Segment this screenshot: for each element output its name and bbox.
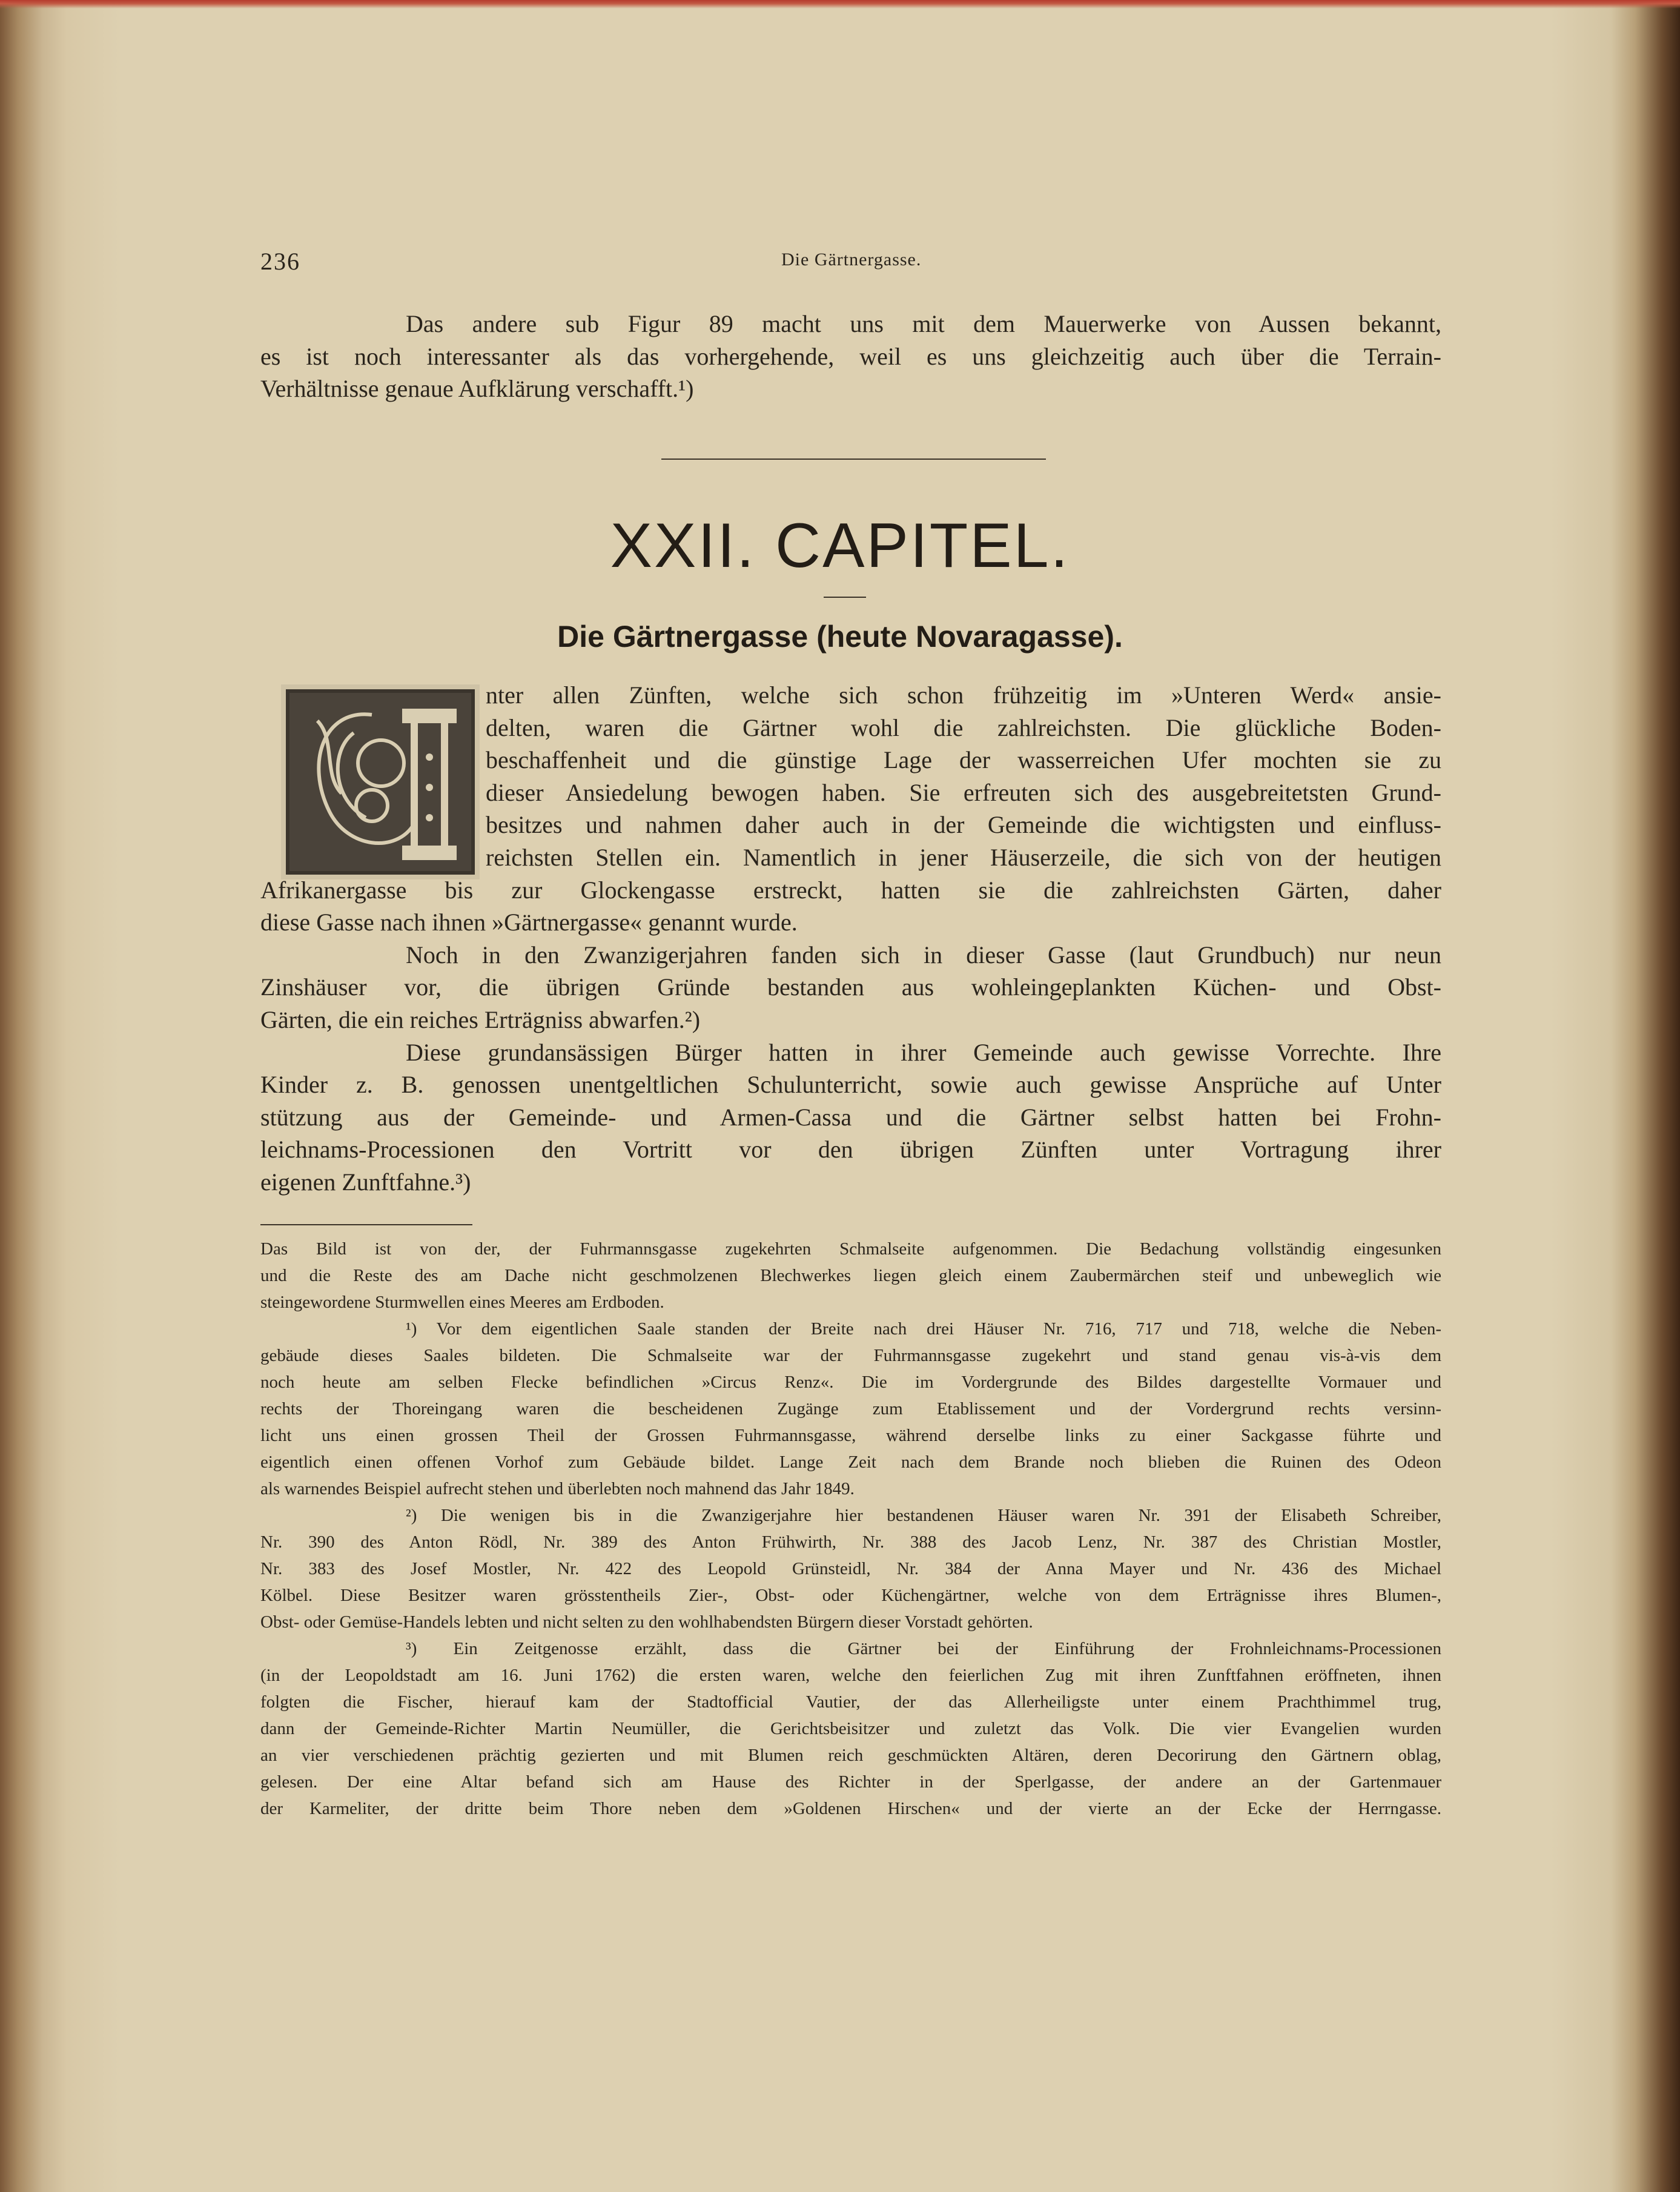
body-line: delten, waren die Gärtner wohl die zahlreichsten. Die glückliche Boden- (486, 714, 1441, 741)
title-divider (824, 597, 866, 598)
intro-paragraph (260, 308, 1441, 405)
body-line: Noch in den Zwanzigerjahren fanden sich in dieser Gasse (laut Grundbuch) nur neun (406, 941, 1441, 969)
footnote-line: und die Reste des am Dache nicht geschmolzenen Blechwerkes liegen gleich einem Zaubermärchen steif und unbeweglich wie (260, 1266, 1441, 1285)
body-line: leichnams-Processionen den Vortritt vor den übrigen Zünften unter Vortragung ihrer (260, 1136, 1441, 1164)
footnote-line: Obst- oder Gemüse-Handels lebten und nicht selten zu den wohlhabendsten Bürgern dieser Vorstadt gehörten. (260, 1612, 1033, 1632)
footnote-line: noch heute am selben Flecke befindlichen »Circus Renz«. Die im Vordergrunde des Bildes dargestellte Vormauer und (260, 1372, 1441, 1392)
body-line: Diese grundansässigen Bürger hatten in ihrer Gemeinde auch gewisse Vorrechte. Ihre (406, 1038, 1441, 1066)
body-line: beschaffenheit und die günstige Lage der wasserreichen Ufer mochten sie zu (486, 746, 1441, 774)
footnote-line: dann der Gemeinde-Richter Martin Neumüller, die Gerichtsbeisitzer und zuletzt das Volk. Die vier Evangelien wurden (260, 1719, 1441, 1738)
intro-line: es ist noch interessanter als das vorhergehende, weil es uns gleichzeitig auch über die Terrain- (260, 342, 1441, 370)
body-line: eigenen Zunftfahne.³) (260, 1168, 471, 1196)
footnote-line: an vier verschiedenen prächtig gezierten und mit Blumen reich geschmückten Altären, deren Decorirung den Gärtnern oblag, (260, 1746, 1441, 1765)
footnote-line: Nr. 383 des Josef Mostler, Nr. 422 des Leopold Grünsteidl, Nr. 384 der Anna Mayer und Nr. 436 des Michael (260, 1559, 1441, 1578)
footnote-line: rechts der Thoreingang waren die bescheidenen Zugänge zum Etablissement und der Vordergrund rechts versinn- (260, 1399, 1441, 1419)
body-line: dieser Ansiedelung bewogen haben. Sie erfreuten sich des ausgebreitetsten Grund- (486, 778, 1441, 806)
body-line: Gärten, die ein reiches Erträgniss abwarfen.²) (260, 1005, 701, 1033)
footnotes (260, 1236, 1441, 1822)
body-line: Kinder z. B. genossen unentgeltlichen Schulunterricht, sowie auch gewisse Ansprüche auf Unter (260, 1071, 1441, 1099)
running-title: Die Gärtnergasse. (781, 250, 922, 270)
chapter-subtitle: Die Gärtnergasse (heute Novaragasse). (557, 620, 1123, 654)
footnote-line: ¹) Vor dem eigentlichen Saale standen der Breite nach drei Häuser Nr. 716, 717 und 718, welche die Neben- (406, 1319, 1441, 1339)
body-line: Zinshäuser vor, die übrigen Gründe bestanden aus wohleingeplankten Küchen- und Obst- (260, 973, 1441, 1001)
body-text (260, 679, 1441, 1199)
section-divider (661, 459, 1046, 460)
body-line: diese Gasse nach ihnen »Gärtnergasse« genannt wurde. (260, 909, 798, 936)
intro-line: Verhältnisse genaue Aufklärung verschafft.¹) (260, 375, 694, 403)
body-line: Afrikanergasse bis zur Glockengasse erstreckt, hatten sie die zahlreichsten Gärten, daher (260, 876, 1441, 904)
chapter-title: XXII. CAPITEL. (610, 511, 1070, 581)
page-number: 236 (260, 248, 300, 275)
footnote-line: der Karmeliter, der dritte beim Thore neben dem »Goldenen Hirschen« und der vierte an der Ecke der Herrngasse. (260, 1799, 1441, 1818)
footnote-line: Kölbel. Diese Besitzer waren grösstentheils Zier-, Obst- oder Küchengärtner, welche von dem Erträgnisse ihres Blumen-, (260, 1586, 1441, 1605)
footnote-line: Nr. 390 des Anton Rödl, Nr. 389 des Anton Frühwirth, Nr. 388 des Jacob Lenz, Nr. 387 des Christian Mostler, (260, 1532, 1441, 1552)
body-line: besitzes und nahmen daher auch in der Gemeinde die wichtigsten und einfluss- (486, 811, 1441, 839)
body-line: nter allen Zünften, welche sich schon frühzeitig im »Unteren Werd« ansie- (486, 681, 1441, 709)
footnote-line: gelesen. Der eine Altar befand sich am Hause des Richter in der Sperlgasse, der andere an der Gartenmauer (260, 1772, 1441, 1792)
intro-line: Das andere sub Figur 89 macht uns mit dem Mauerwerke von Aussen bekannt, (406, 310, 1441, 337)
footnote-rule (260, 1224, 472, 1225)
footnote-line: folgten die Fischer, hierauf kam der Stadtofficial Vautier, der das Allerheiligste unter einem Prachthimmel trug, (260, 1692, 1441, 1712)
footnote-line: als warnendes Beispiel aufrecht stehen und überlebten noch mahnend das Jahr 1849. (260, 1479, 855, 1498)
footnote-line: gebäude dieses Saales bildeten. Die Schmalseite war der Fuhrmannsgasse zugekehrt und stand genau vis-à-vis dem (260, 1346, 1441, 1365)
footnote-line: ²) Die wenigen bis in die Zwanzigerjahre hier bestandenen Häuser waren Nr. 391 der Elisabeth Schreiber, (406, 1506, 1441, 1525)
footnote-line: (in der Leopoldstadt am 16. Juni 1762) die ersten waren, welche den feierlichen Zug mit ihren Zunftfahnen eröffneten, ihnen (260, 1666, 1441, 1685)
footnote-line: licht uns einen grossen Theil der Grossen Fuhrmannsgasse, während derselbe links zu einer Sackgasse führte und (260, 1426, 1441, 1445)
footnote-line: ³) Ein Zeitgenosse erzählt, dass die Gärtner bei der Einführung der Frohnleichnams-Processionen (406, 1639, 1441, 1658)
body-line: stützung aus der Gemeinde- und Armen-Cassa und die Gärtner selbst hatten bei Frohn- (260, 1103, 1441, 1131)
footnote-line: Das Bild ist von der, der Fuhrmannsgasse zugekehrten Schmalseite aufgenommen. Die Bedachung vollständig eingesunken (260, 1239, 1441, 1259)
footnote-line: steingewordene Sturmwellen eines Meeres am Erdboden. (260, 1293, 664, 1312)
body-line: reichsten Stellen ein. Namentlich in jener Häuserzeile, die sich von der heutigen (486, 843, 1441, 871)
footnote-line: eigentlich einen offenen Vorhof zum Gebäude bildet. Lange Zeit nach dem Brande noch blieben die Ruinen des Odeon (260, 1452, 1441, 1472)
